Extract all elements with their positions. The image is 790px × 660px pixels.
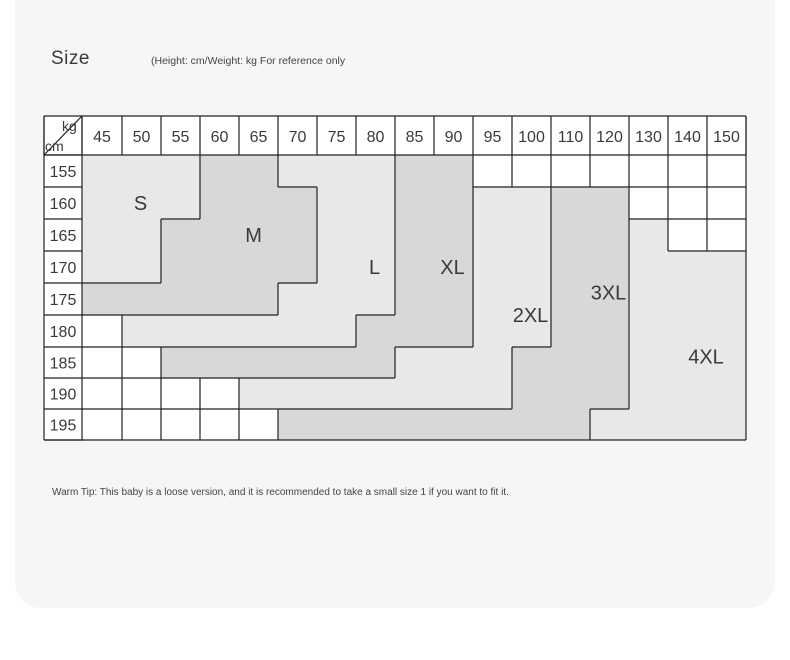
weight-header: 85 <box>405 129 424 146</box>
size-cell-3xl <box>551 219 590 251</box>
weight-header: 55 <box>171 129 190 146</box>
size-cell-xl <box>395 155 434 187</box>
corner-label-cm: cm <box>45 138 64 154</box>
size-cell-xl <box>356 315 395 347</box>
size-cell-2xl <box>434 347 473 378</box>
table-cell-empty <box>629 187 668 219</box>
size-cell-m <box>239 155 278 187</box>
size-cell-xl <box>356 347 395 378</box>
size-cell-l <box>317 251 356 283</box>
size-cell-m <box>200 155 239 187</box>
table-cell-empty <box>82 347 122 378</box>
size-cell-s <box>161 187 200 219</box>
size-cell-m <box>161 219 200 251</box>
size-cell-s <box>122 155 161 187</box>
size-cell-m <box>278 251 317 283</box>
size-cell-l <box>356 219 395 251</box>
table-cell-empty <box>707 187 746 219</box>
size-cell-3xl <box>590 187 629 219</box>
size-cell-3xl <box>551 409 590 440</box>
height-header: 180 <box>49 324 77 341</box>
size-cell-4xl <box>668 251 707 283</box>
size-label-l: L <box>368 257 381 279</box>
size-cell-3xl <box>395 409 434 440</box>
size-cell-m <box>161 283 200 315</box>
size-cell-2xl <box>395 347 434 378</box>
size-cell-m <box>82 283 122 315</box>
size-cell-4xl <box>707 409 746 440</box>
size-cell-2xl <box>512 187 551 219</box>
size-cell-3xl <box>551 187 590 219</box>
size-label-4xl: 4XL <box>688 346 724 369</box>
size-cell-xl <box>395 251 434 283</box>
size-cell-2xl <box>278 378 317 409</box>
table-cell-empty <box>512 155 551 187</box>
height-header: 190 <box>49 386 77 404</box>
size-cell-3xl <box>512 347 551 378</box>
table-cell-empty <box>668 187 707 219</box>
size-cell-2xl <box>473 347 512 378</box>
table-cell-empty <box>668 219 707 251</box>
size-cell-m <box>278 187 317 219</box>
size-cell-3xl <box>356 409 395 440</box>
size-cell-4xl <box>629 219 668 251</box>
table-cell-empty <box>161 378 200 409</box>
size-cell-3xl <box>590 219 629 251</box>
table-cell-empty <box>200 409 239 440</box>
size-cell-m <box>200 219 239 251</box>
size-cell-l <box>317 155 356 187</box>
table-cell-empty <box>82 315 122 347</box>
size-cell-4xl <box>707 283 746 315</box>
table-cell-empty <box>707 219 746 251</box>
size-cell-xl <box>200 347 239 378</box>
size-cell-4xl <box>707 378 746 409</box>
weight-header: 60 <box>210 129 229 146</box>
size-cell-l <box>239 315 278 347</box>
size-cell-xl <box>434 219 473 251</box>
size-cell-s <box>82 251 122 283</box>
table-cell-empty <box>629 155 668 187</box>
size-cell-s <box>82 219 122 251</box>
weight-header: 130 <box>635 129 662 146</box>
height-header: 170 <box>49 260 77 277</box>
size-cell-s <box>122 219 161 251</box>
table-cell-empty <box>668 155 707 187</box>
size-cell-l <box>317 187 356 219</box>
size-cell-2xl <box>473 187 512 219</box>
size-cell-3xl <box>590 378 629 409</box>
table-cell-empty <box>200 378 239 409</box>
table-cell-empty <box>473 155 512 187</box>
size-cell-m <box>239 251 278 283</box>
size-cell-2xl <box>473 251 512 283</box>
size-cell-xl <box>434 315 473 347</box>
weight-header: 70 <box>288 129 307 146</box>
size-label-m: M <box>245 225 262 247</box>
size-cell-3xl <box>590 347 629 378</box>
size-cell-4xl <box>707 251 746 283</box>
size-cell-3xl <box>278 409 317 440</box>
size-cell-l <box>356 283 395 315</box>
warm-tip: Warm Tip: This baby is a loose version, and it is recommended to take a small size 1 if you want to fit it. <box>52 487 509 498</box>
table-cell-empty <box>122 378 161 409</box>
size-cell-m <box>200 187 239 219</box>
size-cell-3xl <box>551 283 590 315</box>
size-cell-3xl <box>317 409 356 440</box>
weight-header: 110 <box>557 129 584 146</box>
height-header: 165 <box>49 228 77 245</box>
size-cell-l <box>278 283 317 315</box>
size-cell-2xl <box>434 378 473 409</box>
weight-header: 100 <box>518 129 545 146</box>
page-subtitle: (Height: cm/Weight: kg For reference only <box>151 55 346 67</box>
weight-header: 65 <box>249 129 268 146</box>
size-cell-3xl <box>551 378 590 409</box>
size-cell-2xl <box>239 378 278 409</box>
weight-header: 50 <box>132 129 151 146</box>
size-label-3xl: 3XL <box>590 282 627 305</box>
weight-header: 90 <box>444 129 463 146</box>
weight-header: 120 <box>596 129 623 146</box>
size-cell-4xl <box>707 315 746 347</box>
size-cell-l <box>122 315 161 347</box>
weight-header: 80 <box>366 129 385 146</box>
height-header: 195 <box>49 417 77 435</box>
size-cell-4xl <box>629 347 668 378</box>
size-cell-l <box>317 219 356 251</box>
size-cell-l <box>200 315 239 347</box>
page-title: Size <box>51 48 90 69</box>
size-cell-xl <box>395 219 434 251</box>
size-cell-xl <box>434 283 473 315</box>
size-cell-4xl <box>668 409 707 440</box>
size-cell-s <box>161 155 200 187</box>
size-cell-2xl <box>473 378 512 409</box>
size-cell-xl <box>161 347 200 378</box>
size-cell-3xl <box>551 251 590 283</box>
table-cell-empty <box>551 155 590 187</box>
size-cell-m <box>239 283 278 315</box>
size-cell-s <box>82 155 122 187</box>
size-cell-l <box>317 283 356 315</box>
table-cell-empty <box>82 409 122 440</box>
size-cell-4xl <box>668 378 707 409</box>
size-cell-m <box>122 283 161 315</box>
size-cell-4xl <box>629 283 668 315</box>
size-cell-3xl <box>512 378 551 409</box>
size-cell-m <box>200 283 239 315</box>
size-cell-xl <box>395 315 434 347</box>
size-cell-l <box>317 315 356 347</box>
size-cell-3xl <box>590 251 629 283</box>
size-cell-s <box>82 187 122 219</box>
height-header: 160 <box>49 196 77 213</box>
size-cell-m <box>200 251 239 283</box>
weight-header: 45 <box>93 129 111 146</box>
size-cell-s <box>122 251 161 283</box>
weight-header: 140 <box>674 129 701 146</box>
size-cell-4xl <box>668 283 707 315</box>
size-cell-m <box>161 251 200 283</box>
table-cell-empty <box>82 378 122 409</box>
size-cell-2xl <box>512 219 551 251</box>
table-cell-empty <box>122 409 161 440</box>
size-cell-xl <box>395 187 434 219</box>
size-cell-l <box>356 155 395 187</box>
corner-label-kg: kg <box>62 118 77 134</box>
size-cell-xl <box>434 187 473 219</box>
size-cell-2xl <box>473 283 512 315</box>
size-cell-2xl <box>317 378 356 409</box>
size-cell-xl <box>434 155 473 187</box>
size-cell-l <box>161 315 200 347</box>
size-cell-2xl <box>356 378 395 409</box>
size-label-s: S <box>133 193 148 215</box>
size-cell-3xl <box>512 409 551 440</box>
weight-header: 75 <box>327 129 346 146</box>
height-header: 185 <box>49 355 77 373</box>
size-cell-xl <box>239 347 278 378</box>
size-label-xl: XL <box>440 257 465 279</box>
size-label-2xl: 2XL <box>512 305 549 327</box>
size-cell-3xl <box>434 409 473 440</box>
weight-header: 95 <box>483 129 502 146</box>
size-cell-3xl <box>551 347 590 378</box>
size-cell-3xl <box>551 315 590 347</box>
size-cell-l <box>278 155 317 187</box>
weight-header: 150 <box>713 129 740 146</box>
height-header: 155 <box>49 164 77 181</box>
table-cell-empty <box>707 155 746 187</box>
table-cell-empty <box>239 409 278 440</box>
size-cell-l <box>356 187 395 219</box>
size-cell-4xl <box>629 251 668 283</box>
size-cell-xl <box>395 283 434 315</box>
size-cell-4xl <box>668 315 707 347</box>
size-cell-4xl <box>629 409 668 440</box>
size-cell-m <box>278 219 317 251</box>
size-cell-xl <box>278 347 317 378</box>
height-header: 175 <box>49 292 77 309</box>
table-cell-empty <box>161 409 200 440</box>
size-cell-4xl <box>590 409 629 440</box>
size-cell-2xl <box>473 315 512 347</box>
size-cell-3xl <box>590 315 629 347</box>
size-cell-l <box>278 315 317 347</box>
size-cell-4xl <box>629 315 668 347</box>
size-cell-3xl <box>473 409 512 440</box>
size-cell-2xl <box>512 251 551 283</box>
size-cell-m <box>239 187 278 219</box>
size-cell-xl <box>317 347 356 378</box>
table-cell-empty <box>122 347 161 378</box>
size-cell-2xl <box>473 219 512 251</box>
size-cell-2xl <box>395 378 434 409</box>
table-cell-empty <box>590 155 629 187</box>
size-cell-4xl <box>629 378 668 409</box>
